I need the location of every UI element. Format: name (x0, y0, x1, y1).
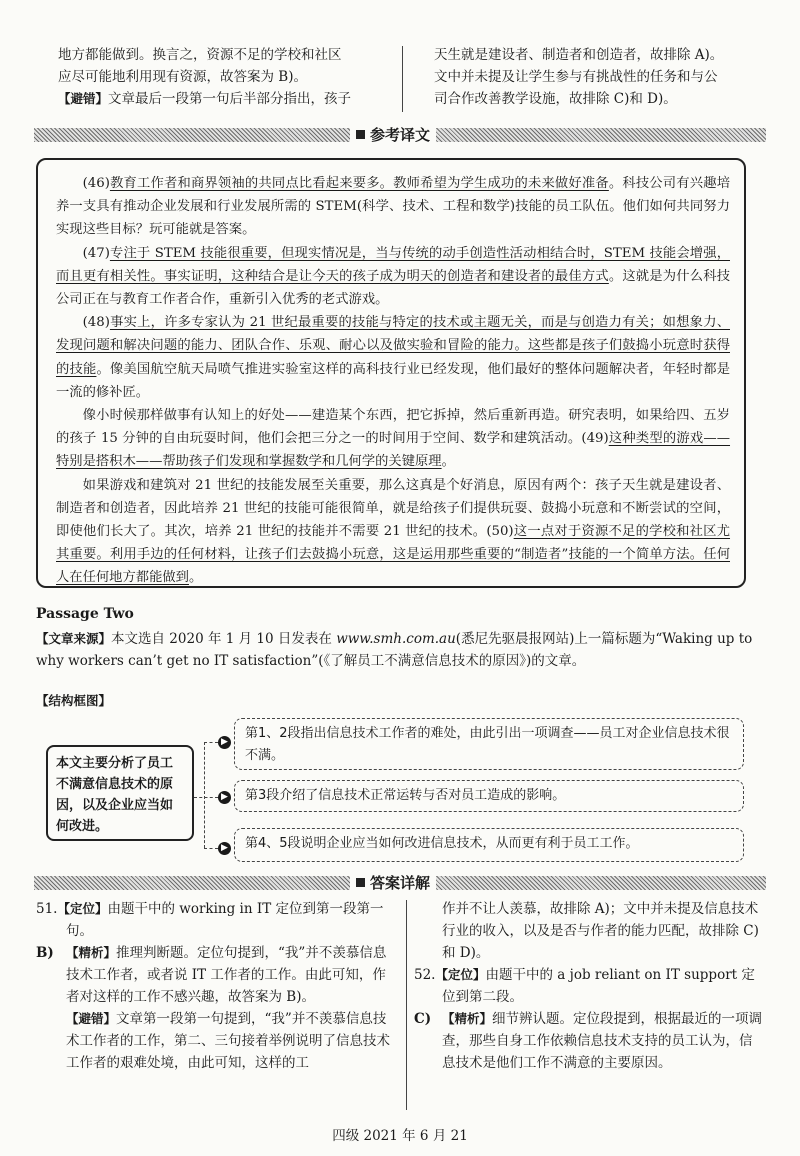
q51-avoid-error: 【避错】文章第一段第一句提到，“我”并不羡慕信息技术工作者的工作，第二、三句接着举例说明了信息技术工作者的艰难处境，由此可知，这样的工 (66, 1011, 390, 1071)
top-right-column (434, 44, 774, 110)
translation-paragraph-4: 像小时候那样做事有认知上的好处——建造某个东西，把它拆掉，然后重新再造。研究表明，如果给四、五岁的孩子 15 分钟的自由玩耍时间，他们会把三分之一的时间用于空间、数学和建筑活动。(49)这种类型的游戏——特别是搭积木——帮助孩子们发现和掌握数学和几何学的关键原理。 (56, 408, 731, 470)
structure-branch-1: 第1、2段指出信息技术工作者的难处，由此引出一项调查——员工对企业信息技术很不满。 (234, 718, 744, 770)
q52-answer: C) (414, 1011, 432, 1027)
answers-right-column (414, 898, 764, 1074)
top-left-line-3 (58, 88, 388, 110)
square-bullet-icon (356, 878, 365, 887)
top-left-line-1: 地方都能做到。换言之，资源不足的学校和社区 (58, 47, 342, 63)
connector-3 (204, 848, 218, 849)
section-banner-translation (34, 124, 766, 146)
connector-2 (194, 797, 218, 798)
q52-position: 52.【定位】由题干中的 a job reliant on IT support 定位到第二段。 (414, 967, 755, 1005)
translation-box (36, 158, 746, 588)
structure-branch-2: 第3段介绍了信息技术正常运转与否对员工造成的影响。 (234, 780, 744, 812)
banner-title-answers: 答案详解 (350, 872, 436, 894)
top-right-line-2: 文中并未提及让学生参与有挑战性的任务和与公 (434, 69, 718, 85)
passage-title: Passage Two (36, 606, 134, 622)
top-right-line-3: 司合作改善教学设施，故排除 C)和 D)。 (434, 91, 677, 107)
connector-1 (204, 742, 218, 743)
column-divider-answers (406, 900, 407, 1110)
avoid-error-tag: 【避错】 (58, 91, 109, 106)
q51-avoid-error-continued: 作并不让人羡慕，故排除 A)；文中并未提及信息技术行业的收入，以及是否与作者的能力匹配，故排除 C)和 D)。 (442, 901, 759, 961)
arrow-icon: ▶ (218, 791, 231, 804)
answers-left-column (36, 898, 396, 1074)
page-footer: 四级 2021 年 6 月 21 (332, 1128, 468, 1144)
square-bullet-icon (356, 130, 365, 139)
q51-position: 51.【定位】由题干中的 working in IT 定位到第一段第一句。 (36, 901, 384, 939)
top-left-line-2: 应尽可能地利用现有资源，故答案为 B)。 (58, 69, 307, 85)
q51-answer: B) (36, 945, 54, 961)
section-banner-answers (34, 872, 766, 894)
top-left-tail: 文章最后一段第一句后半部分指出，孩子 (108, 91, 352, 107)
translation-paragraph-2: (47)专注于 STEM 技能很重要，但现实情况是，当与传统的动手创造性活动相结合时，STEM 技能会增强，而且更有相关性。事实证明，这种结合是让今天的孩子成为明天的创造者和建设者的最佳方式。这就是为什么科技公司正在与教育工作者合作，重新引入优秀的老式游戏。 (56, 245, 731, 308)
q51-analysis: B) 【精析】推理判断题。定位句提到，“我”并不羡慕信息技术工作者，或者说 IT 工作者的工作。由此可知，作者对这样的工作不感兴趣，故答案为 B)。 (36, 942, 396, 1008)
structure-branch-3: 第4、5段说明企业应当如何改进信息技术，从而更有利于员工工作。 (234, 828, 744, 862)
structure-summary-box: 本文主要分析了员工不满意信息技术的原因，以及企业应当如何改进。 (46, 745, 194, 841)
translation-paragraph-1: (46)教育工作者和商界领袖的共同点比看起来要多。教师希望为学生成功的未来做好准备。科技公司有兴趣培养一支具有推动企业发展和行业发展所需的 STEM(科学、技术、工程和数学)技能的员工队伍。他们如何共同努力实现这些目标？玩可能就是答案。 (56, 176, 731, 238)
top-left-column (58, 44, 388, 110)
column-divider-top (402, 46, 403, 112)
source-site: www.smh.com.au (336, 631, 456, 647)
translation-paragraph-3: (48)事实上，许多专家认为 21 世纪最重要的技能与特定的技术或主题无关，而是与创造力有关；如想象力、发现问题和解决问题的能力、团队合作、乐观、耐心以及做实验和冒险的能力。这些都是孩子们鼓捣小玩意时获得的技能。像美国航空航天局喷气推进实验室这样的高科技行业已经发现，他们最好的整体问题解决者，年轻时都是一流的修补匠。 (56, 315, 731, 400)
arrow-icon: ▶ (218, 842, 231, 855)
banner-title-translation: 参考译文 (350, 124, 436, 146)
arrow-icon: ▶ (218, 736, 231, 749)
structure-heading: 【结构框图】 (36, 693, 112, 708)
article-source: 【文章来源】本文选自 2020 年 1 月 10 日发表在 www.smh.com.au(悉尼先驱晨报网站)上一篇标题为“Waking up to why workers can’t get no IT satisfaction”(《了解员工不满意信息技术的原因》)的文章。 (36, 631, 753, 669)
translation-paragraph-5: 如果游戏和建筑对 21 世纪的技能发展至关重要，那么这真是个好消息，原因有两个：孩子天生就是建设者、制造者和创造者，因此培养 21 世纪的技能可能很简单，就是给孩子们提供玩耍、鼓捣小玩意和不断尝试的空间，即使他们长大了。其次，培养 21 世纪的技能并不需要 21 世纪的技术。(50)这一点对于资源不足的学校和社区尤其重要。利用手边的任何材料，让孩子们去鼓捣小玩意，这是运用那些重要的“制造者”技能的一个简单方法。任何人在任何地方都能做到。 (56, 477, 731, 586)
top-right-line-1: 天生就是建设者、制造者和创造者，故排除 A)。 (434, 47, 724, 63)
connector-vertical (204, 742, 205, 848)
source-tag: 【文章来源】 (36, 631, 112, 646)
q52-analysis: C) 【精析】细节辨认题。定位段提到，根据最近的一项调查，那些自身工作依赖信息技术支持的员工认为，信息技术是他们工作不满意的主要原因。 (414, 1008, 764, 1074)
